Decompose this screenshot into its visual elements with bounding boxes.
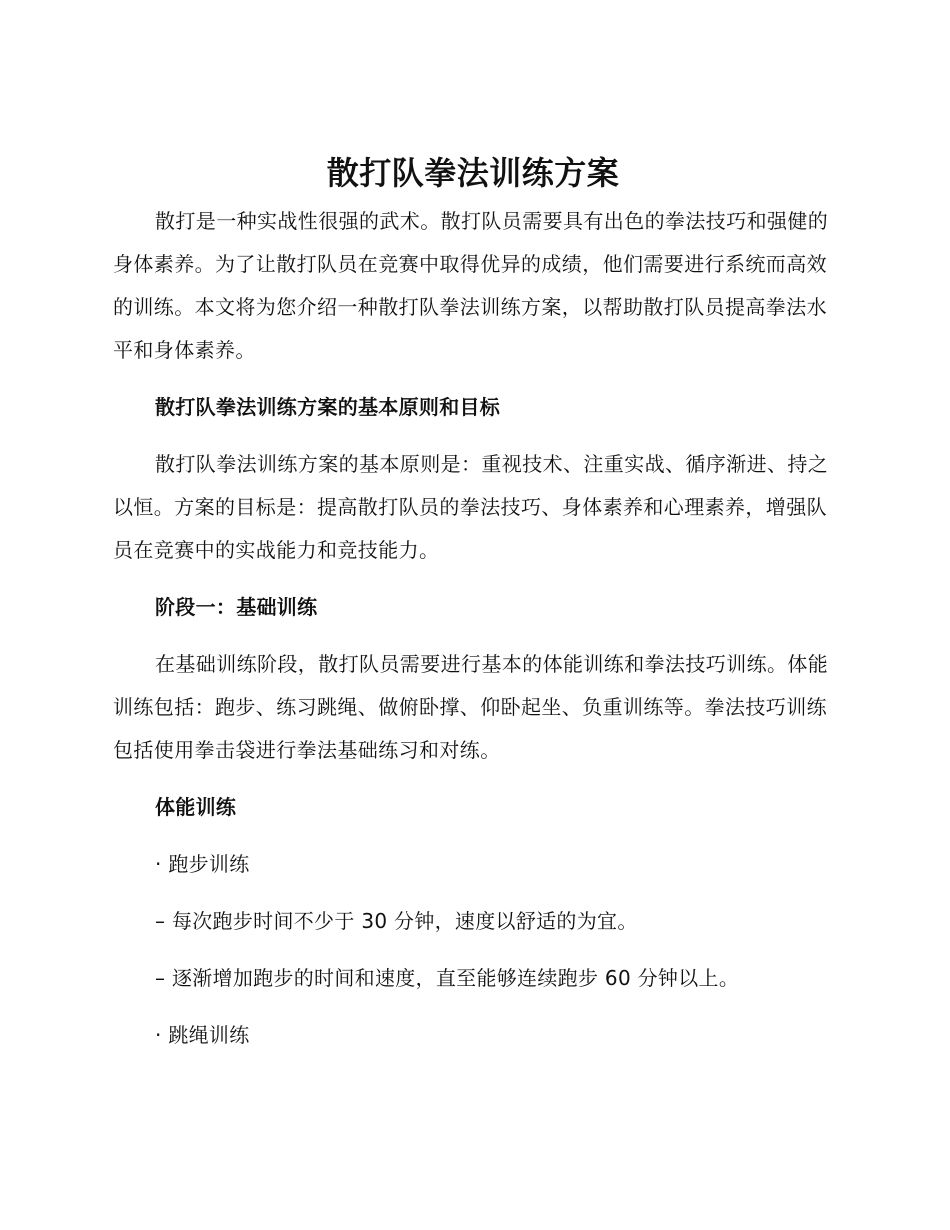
list-item-running-duration: – 每次跑步时间不少于 30 分钟，速度以舒适的为宜。 xyxy=(155,909,638,933)
principles-paragraph: 散打队拳法训练方案的基本原则是：重视技术、注重实战、循序渐进、持之以恒。方案的目标是：提高散打队员的拳法技巧、身体素养和心理素养，增强队员在竞赛中的实战能力和竞技能力。 xyxy=(113,452,829,562)
section-heading-principles: 散打队拳法训练方案的基本原则和目标 xyxy=(155,395,501,419)
section-heading-fitness: 体能训练 xyxy=(155,795,237,819)
stage-one-paragraph: 在基础训练阶段，散打队员需要进行基本的体能训练和拳法技巧训练。体能训练包括：跑步、练习跳绳、做俯卧撑、仰卧起坐、负重训练等。拳法技巧训练包括使用拳击袋进行拳法基础练习和对练。 xyxy=(113,652,829,762)
section-heading-stage-one: 阶段一：基础训练 xyxy=(155,595,318,619)
document-title: 散打队拳法训练方案 xyxy=(326,154,620,192)
list-item-running: · 跑步训练 xyxy=(155,852,250,876)
intro-paragraph: 散打是一种实战性很强的武术。散打队员需要具有出色的拳法技巧和强健的身体素养。为了让散打队员在竞赛中取得优异的成绩，他们需要进行系统而高效的训练。本文将为您介绍一种散打队拳法训练方案，以帮助散打队员提高拳法水平和身体素养。 xyxy=(113,209,829,362)
list-item-rope-skipping: · 跳绳训练 xyxy=(155,1023,250,1047)
list-item-running-progression: – 逐渐增加跑步的时间和速度，直至能够连续跑步 60 分钟以上。 xyxy=(155,966,740,990)
document-page xyxy=(113,146,833,1057)
